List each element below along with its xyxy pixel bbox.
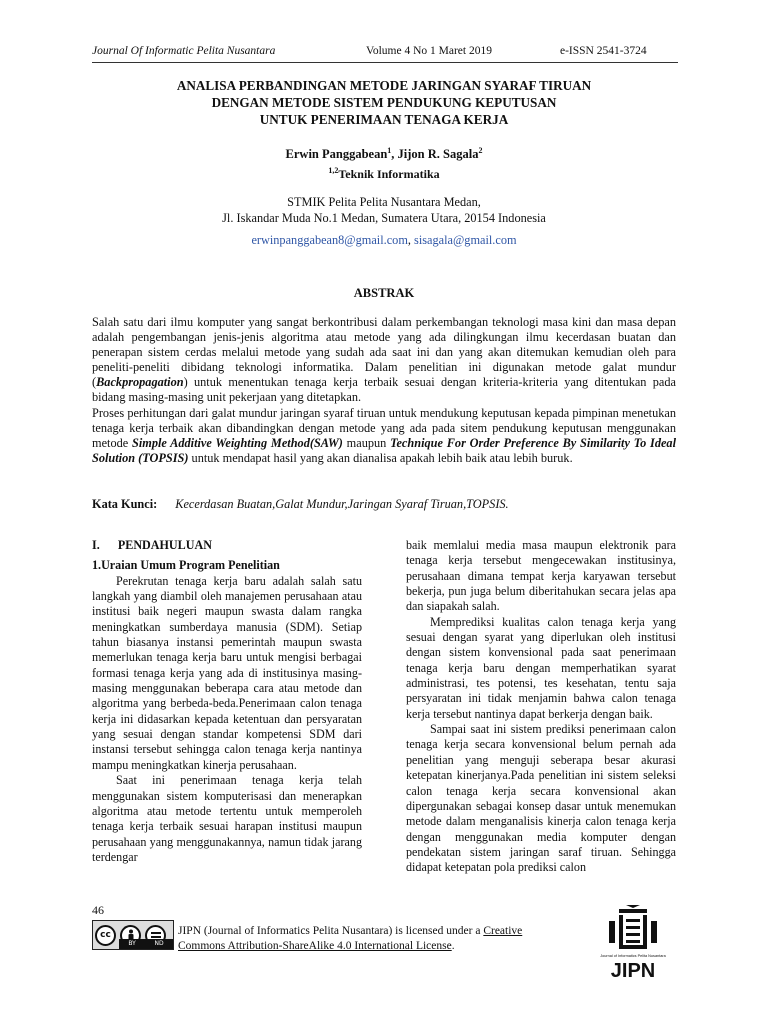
- author-1-sup: 1: [387, 146, 392, 155]
- cc-by-label: BY: [128, 940, 136, 947]
- author-list: [80, 146, 688, 162]
- abstract-p1-text-c: ) untuk menentukan tenaga kerja terbaik sesuai dengan kriteria-kriteria yang ditentukan pada bidang masing-masing unit pekerjaan yang ditetapkan.: [92, 375, 676, 405]
- cc-icon: cc: [95, 925, 116, 946]
- institution-line-1: STMIK Pelita Pelita Nusantara Medan,: [287, 195, 481, 209]
- abstract-p2-text-c: maupun: [342, 435, 391, 450]
- license-text: [178, 924, 538, 954]
- keywords-label: Kata Kunci:: [92, 497, 158, 511]
- email-separator: ,: [407, 233, 415, 247]
- author-separator: ,: [391, 147, 398, 162]
- cc-terms-strip: [119, 939, 173, 949]
- header-divider: [92, 62, 678, 63]
- keywords: [92, 497, 676, 512]
- institution: [80, 194, 688, 226]
- jipn-logo: [596, 905, 670, 981]
- abstract-p2-topsis: Technique For Order Preference By Similarity To Ideal Solution (TOPSIS): [92, 435, 676, 465]
- abstract-heading: ABSTRAK: [353, 286, 415, 300]
- abstract-body: [92, 315, 676, 466]
- emails: [80, 233, 688, 248]
- abstract-p1-italic: Backpropagation: [96, 375, 184, 390]
- license-text-end: .: [451, 940, 455, 952]
- abstract-p2-text-a: Proses perhitungan dari galat mundur jaringan syaraf tiruan untuk mendukung keputusan kepada pimpinan menetukan tenaga kerja terbaik akan dibandingkan dengan metode yang ada pada sitem pendukung keputusan menggunakan metode: [92, 405, 676, 450]
- keywords-text: Kecerdasan Buatan,Galat Mundur,Jaringan Syaraf Tiruan,TOPSIS.: [175, 497, 509, 511]
- left-paragraph-1: Perekrutan tenaga kerja baru adalah salah satu langkah yang diambil oleh manajemen perusahaan atau institusi baik negeri maupun swasta dalam rangka meningkatkan sumberdaya manusia (SDM). Setiap tahun biasanya instansi pemerintah maupun swasta memerlukan tenaga kerja baru untuk mengisi berbagai formasi tenaga kerja yang ada di institusinya masing-masing menggunakan beberapa cara atau metode dan algoritma yang berbeda-beda.Penerimaan calon tenaga kerja ini didasarkan kepada ketentuan dan persyaratan yang sesuai dengan standar kompetensi SDM dari instansi tersebut sehingga calon tenaga kerja nantinya mampu meningkatkan kinerja perusahaan.: [92, 573, 362, 772]
- right-paragraph-2: Memprediksi kualitas calon tenaga kerja yang sesuai dengan syarat yang diperlukan oleh institusi dengan sistem konvensional pada saat penerimaan tenaga kerja baru dengan memperhatikan syarat administrasi, tes potensi, tes kesehatan, tentu saja persyaratan ini tidak menjamin bahwa calon tenaga kerja tersebut nantinya dapat berkerja dengan baik.: [406, 614, 676, 721]
- abstract-p2-saw: Simple Additive Weighting Method(SAW): [132, 435, 343, 450]
- volume-info: Volume 4 No 1 Maret 2019: [366, 45, 492, 57]
- abstract-p2-text-e: untuk mendapat hasil yang akan dianalisa apakah lebih baik atau lebih buruk.: [188, 450, 573, 465]
- abstract-paragraph-2: [92, 406, 676, 466]
- author-2-sup: 2: [478, 146, 483, 155]
- author-2: Jijon R. Sagala: [397, 147, 479, 162]
- license-link[interactable]: Creative Commons Attribution-ShareAlike 4.0 International License: [178, 925, 523, 952]
- affiliation-sup: 1,2: [328, 166, 339, 175]
- paper-title: [80, 77, 688, 128]
- author-1: Erwin Panggabean: [285, 147, 388, 162]
- left-column: [92, 538, 362, 865]
- institution-line-2: Jl. Iskandar Muda No.1 Medan, Sumatera Utara, 20154 Indonesia: [222, 211, 546, 225]
- cc-license-badge[interactable]: [92, 920, 174, 950]
- title-line-3: UNTUK PENERIMAAN TENAGA KERJA: [259, 112, 509, 127]
- right-paragraph-3: Sampai saat ini sistem prediksi penerimaan calon tenaga kerja secara konvensional belum pernah ada penelitian yang menguji seberapa besar akurasi ketepatan kinerjanya.Pada penelitian ini sistem seleksi calon tenaga kerja secara konvensional akan dipergunakan sebagai konsep dasar untuk menemukan metode dalam menganalisis kinerja calon tenaga kerja dengan menggunakan media komputer dengan pendekatan sistem jaringan saraf tiruan. Sehingga didapat ketepatan pola prediksi calon: [406, 722, 676, 875]
- abstract-paragraph-1: [92, 315, 676, 406]
- jipn-logo-subtitle: Journal of Informatics Pelita Nusantara: [600, 954, 666, 958]
- section-heading: I. PENDAHULUAN: [92, 538, 212, 552]
- issn: e-ISSN 2541-3724: [560, 45, 647, 57]
- email-link-2[interactable]: sisagala@gmail.com: [414, 233, 517, 247]
- left-paragraph-2: Saat ini penerimaan tenaga kerja telah menggunakan sistem komputerisasi dan menerapkan algoritma atau metode tertentu untuk memperoleh tenaga kerja terbaik sesuai harapan institusi maupun perusahaan yang menggunakannya, namun tidak jarang terdengar: [92, 773, 362, 864]
- affiliation-text: Teknik Informatika: [338, 167, 440, 181]
- jipn-logo-text: JIPN: [610, 960, 656, 981]
- cc-nd-label: ND: [154, 940, 164, 947]
- right-paragraph-1: baik memlalui media masa maupun elektronik para tenaga kerja tersebut mengecewakan institusinya, perusahaan dimana tempat kerja karyawan tersebut bekerja, pun juga belum diberitahukan secara jelas apa dan siapakah salah.: [406, 538, 676, 614]
- title-line-1: ANALISA PERBANDINGAN METODE JARINGAN SYARAF TIRUAN: [176, 78, 592, 93]
- page-number: 46: [92, 903, 104, 917]
- title-line-2: DENGAN METODE SISTEM PENDUKUNG KEPUTUSAN: [211, 95, 557, 110]
- right-column: [406, 538, 676, 876]
- license-text-a: JIPN (Journal of Informatics Pelita Nusantara) is licensed under a: [178, 925, 484, 937]
- abstract-p1-text-a: Salah satu dari ilmu komputer yang sangat berkontribusi dalam perkembangan teknologi masa kini dan masa depan adalah pengembangan jenis-jenis algoritma atau metode yang ada dilingkungan ilmu kecerdasan buatan dan penerapan sistem cerdas melalui metode yang sudah ada saat ini dan yang akan ditemukan kemudian oleh para peneliti-peneliti dibidang teknologi informatika. Dalam penelitian ini digunakan metode galat mundur (: [92, 315, 676, 390]
- journal-name: Journal Of Informatic Pelita Nusantara: [92, 45, 276, 57]
- affiliation: [80, 166, 688, 182]
- email-link-1[interactable]: erwinpanggabean8@gmail.com: [251, 233, 408, 247]
- subsection-heading: 1.Uraian Umum Program Penelitian: [92, 558, 280, 573]
